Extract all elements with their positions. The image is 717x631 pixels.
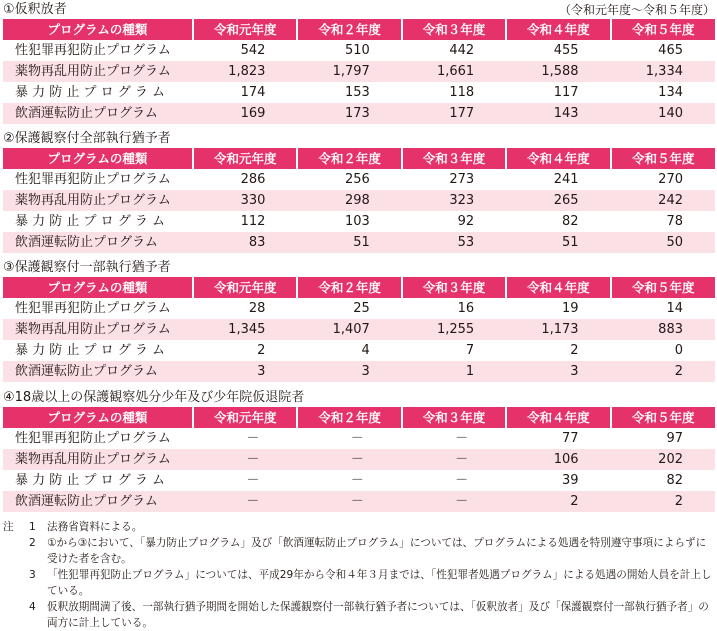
value-cell: 2 [674,364,683,379]
value-cell: 1,334 [645,64,683,79]
year-range-label: （令和元年度～令和５年度） [558,3,715,17]
table-row [3,169,715,190]
program-name-cell: 性犯罪再犯防止プログラム [15,43,171,58]
value-cell: 16 [457,301,475,316]
section-title: ①仮釈放者 [3,2,67,17]
table-row [3,61,715,82]
table-row [3,82,715,103]
program-section-1 [3,1,715,124]
value-cell: 140 [658,106,683,121]
note-number: 4 [29,601,36,613]
value-cell: 2 [257,343,266,358]
program-name-cell: 飲酒運転防止プログラム [15,235,158,250]
value-cell: － [350,473,364,488]
table-row [3,428,715,449]
value-cell: 330 [240,193,266,208]
program-type-header: プログラムの種類 [47,410,148,425]
value-cell: 19 [562,301,579,316]
year-header: 令和３年度 [402,148,506,169]
value-cell: 143 [553,106,579,121]
value-cell: 82 [562,214,579,229]
year-header: 令和４年度 [506,148,610,169]
value-cell: 241 [553,172,579,187]
value-cell: 3 [570,364,579,379]
value-cell: 270 [658,172,683,187]
value-cell: 1 [465,364,475,379]
program-name-cell: 暴 力 防 止 プ ロ グ ラ ム [15,343,166,358]
program-section-2 [3,130,715,253]
year-header: 令和４年度 [506,277,610,298]
table-row [3,319,715,340]
value-cell: 1,797 [332,64,370,79]
note-4 [3,599,715,631]
note-number: 3 [29,569,36,581]
value-cell: 83 [248,235,266,250]
program-section-4 [3,389,715,512]
table-row [3,298,715,319]
value-cell: 53 [457,235,475,250]
program-name-cell: 性犯罪再犯防止プログラム [15,301,171,316]
value-cell: 51 [353,235,370,250]
value-cell: 97 [666,431,683,446]
program-section-3 [3,259,715,382]
year-header: 令和５年度 [611,277,715,298]
program-name-cell: 飲酒運転防止プログラム [15,364,158,379]
program-name-cell: 飲酒運転防止プログラム [15,106,158,121]
year-header: 令和５年度 [611,19,715,40]
year-header: 令和３年度 [402,407,506,428]
value-cell: 177 [449,106,475,121]
value-cell: 14 [666,301,683,316]
value-cell: 442 [449,43,475,58]
program-name-cell: 暴 力 防 止 プ ロ グ ラ ム [15,214,166,229]
value-cell: 51 [562,235,579,250]
program-table [3,277,715,382]
program-name-cell: 薬物再乱用防止プログラム [15,64,171,79]
value-cell: 242 [658,193,683,208]
value-cell: 3 [361,364,370,379]
value-cell: － [455,431,469,446]
note-text: 「性犯罪再犯防止プログラム」については、平成29年から令和４年３月までは、「性犯罪者処遇プログラム」による処遇の開始人員を計上している。 [47,569,712,597]
value-cell: 455 [553,43,579,58]
note-text: ①から③において、「暴力防止プログラム」及び「飲酒運転防止プログラム」については、プログラムによる処遇を特別遵守事項によらずに受けた者を含む。 [47,537,707,565]
year-header: 令和２年度 [297,407,401,428]
year-header: 令和元年度 [193,148,297,169]
section-title: ④18歳以上の保護観察処分少年及び少年院仮退院者 [3,390,305,405]
table-header-row [3,277,715,298]
value-cell: 78 [666,214,683,229]
notes-label: 注 [3,521,14,533]
notes [3,519,715,631]
value-cell: 2 [570,343,579,358]
note-2 [3,535,715,567]
program-name-cell: 薬物再乱用防止プログラム [15,452,171,467]
value-cell: － [455,452,469,467]
program-table [3,19,715,124]
program-name-cell: 暴 力 防 止 プ ロ グ ラ ム [15,85,166,100]
value-cell: 1,345 [228,322,266,337]
year-header: 令和４年度 [506,407,610,428]
value-cell: － [246,494,260,509]
value-cell: 1,823 [228,64,266,79]
value-cell: 1,661 [436,64,475,79]
section-title: ②保護観察付全部執行猶予者 [3,131,171,146]
table-row [3,449,715,470]
year-header: 令和２年度 [297,277,401,298]
note-number: 2 [29,537,36,549]
program-table [3,407,715,512]
program-name-cell: 薬物再乱用防止プログラム [15,322,171,337]
table-row [3,211,715,232]
value-cell: 265 [553,193,579,208]
value-cell: － [350,431,364,446]
table-header-row [3,407,715,428]
value-cell: 510 [344,43,370,58]
value-cell: － [246,431,260,446]
value-cell: 153 [344,85,370,100]
value-cell: 3 [257,364,266,379]
note-text: 仮釈放期間満了後、一部執行猶予期間を開始した保護観察付一部執行猶予者については、「仮釈放者」及び「保護観察付一部執行猶予者」の両方に計上している。 [47,601,709,629]
value-cell: 273 [449,172,475,187]
value-cell: 0 [674,343,683,358]
note-3 [3,567,715,599]
table-row [3,491,715,512]
value-cell: 1,407 [332,322,370,337]
value-cell: 169 [240,106,266,121]
year-header: 令和５年度 [611,407,715,428]
value-cell: 202 [658,452,683,467]
table-row [3,340,715,361]
note-text: 法務省資料による。 [47,521,143,533]
value-cell: 174 [240,85,266,100]
value-cell: 286 [240,172,266,187]
value-cell: 112 [240,214,266,229]
value-cell: 2 [674,494,683,509]
value-cell: 117 [553,85,579,100]
section-title: ③保護観察付一部執行猶予者 [3,260,171,275]
value-cell: － [455,494,469,509]
year-header: 令和５年度 [611,148,715,169]
table-row [3,190,715,211]
year-header: 令和４年度 [506,19,610,40]
note-number: 1 [29,521,36,533]
table-header-row [3,148,715,169]
value-cell: 1,255 [436,322,475,337]
year-header: 令和元年度 [193,407,297,428]
value-cell: － [350,494,364,509]
value-cell: 1,588 [541,64,579,79]
value-cell: 134 [658,85,683,100]
value-cell: 7 [465,343,475,358]
year-header: 令和２年度 [297,148,401,169]
value-cell: 39 [562,473,579,488]
note-1 [3,519,715,535]
value-cell: 92 [457,214,475,229]
value-cell: 82 [666,473,683,488]
value-cell: － [246,473,260,488]
program-name-cell: 薬物再乱用防止プログラム [15,193,171,208]
value-cell: 542 [240,43,266,58]
year-header: 令和３年度 [402,277,506,298]
year-header: 令和元年度 [193,19,297,40]
value-cell: 2 [570,494,579,509]
value-cell: 118 [449,85,475,100]
program-table [3,148,715,253]
table-row [3,361,715,382]
year-header: 令和２年度 [297,19,401,40]
program-type-header: プログラムの種類 [47,151,148,166]
program-type-header: プログラムの種類 [47,22,148,37]
value-cell: 256 [344,172,370,187]
value-cell: 465 [658,43,683,58]
table-row [3,470,715,491]
value-cell: 25 [353,301,370,316]
value-cell: 77 [562,431,579,446]
program-type-header: プログラムの種類 [47,280,148,295]
value-cell: 106 [553,452,579,467]
table-row [3,103,715,124]
value-cell: 4 [361,343,370,358]
value-cell: 28 [248,301,266,316]
value-cell: 1,173 [541,322,579,337]
value-cell: － [350,452,364,467]
program-name-cell: 暴 力 防 止 プ ロ グ ラ ム [15,473,166,488]
table-row [3,40,715,61]
value-cell: 323 [449,193,475,208]
value-cell: 298 [344,193,370,208]
value-cell: － [246,452,260,467]
table-row [3,232,715,253]
value-cell: 173 [344,106,370,121]
table-header-row [3,19,715,40]
value-cell: 50 [666,235,683,250]
value-cell: 103 [344,214,370,229]
value-cell: － [455,473,469,488]
program-name-cell: 性犯罪再犯防止プログラム [15,172,171,187]
year-header: 令和元年度 [193,277,297,298]
value-cell: 883 [658,322,683,337]
program-name-cell: 性犯罪再犯防止プログラム [15,431,171,446]
year-header: 令和３年度 [402,19,506,40]
program-name-cell: 飲酒運転防止プログラム [15,494,158,509]
